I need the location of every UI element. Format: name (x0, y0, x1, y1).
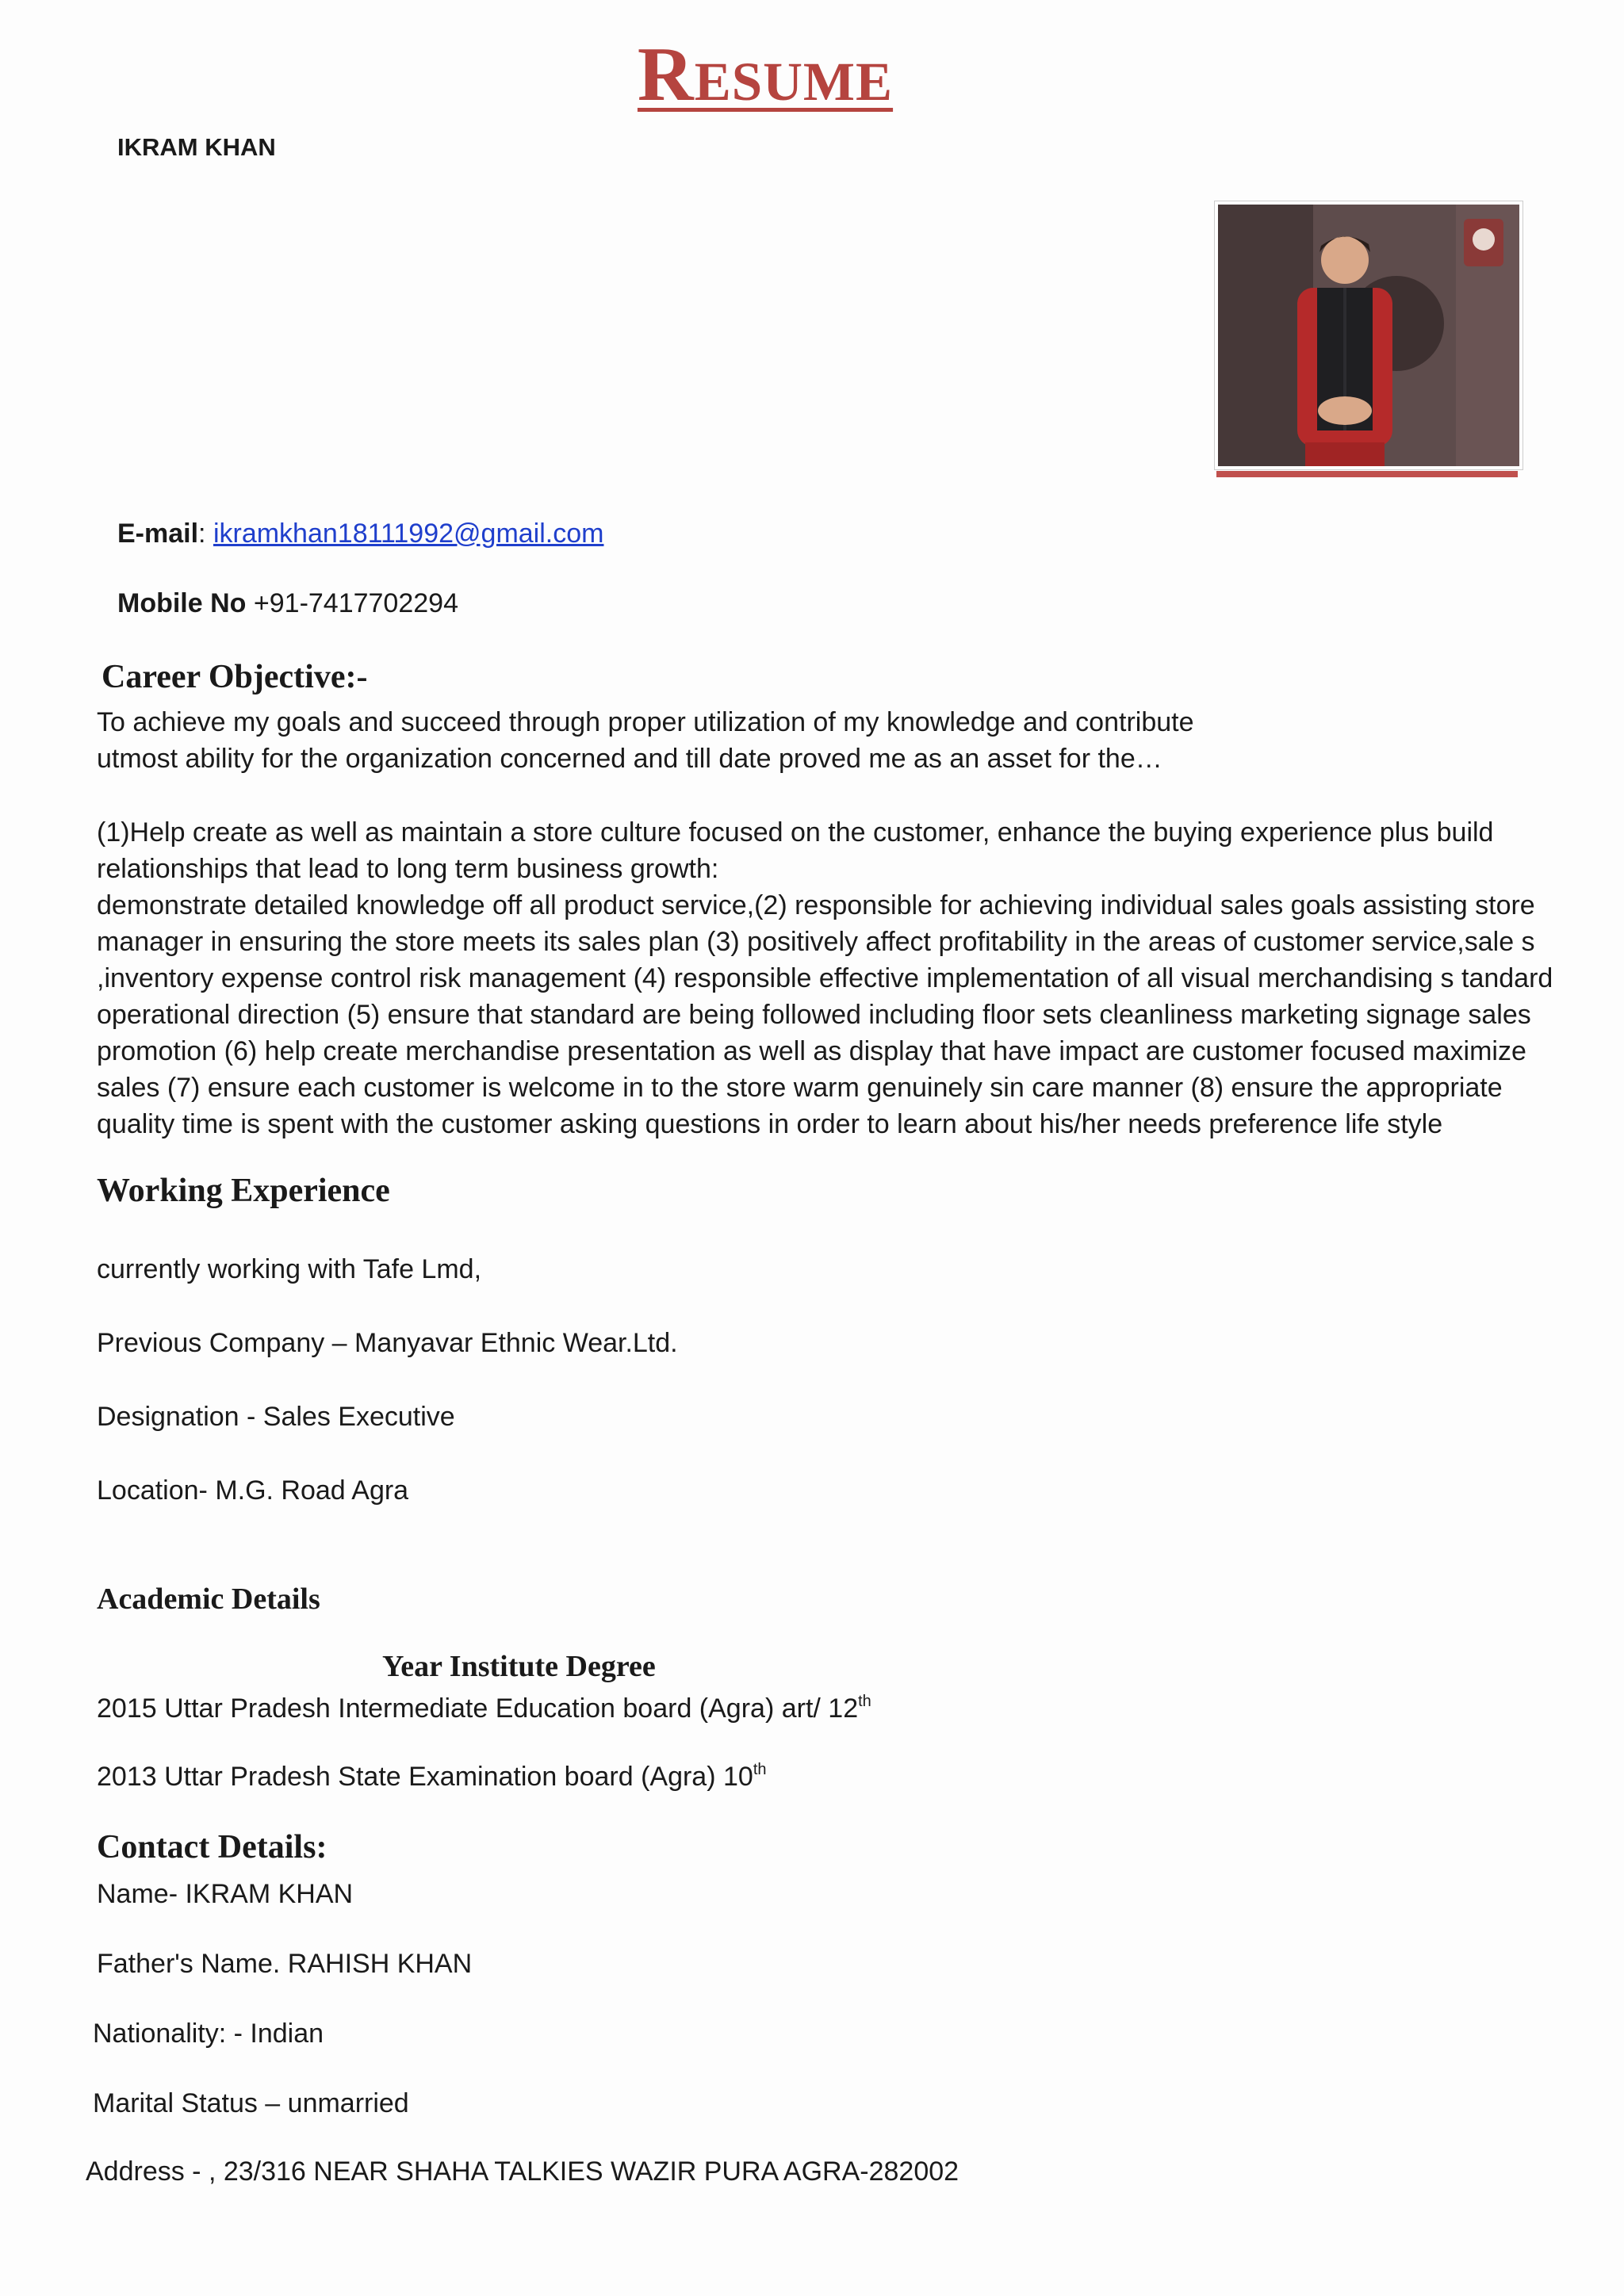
experience-line-previous: Previous Company – Manyavar Ethnic Wear.Ltd. (97, 1328, 678, 1358)
academic-details-heading: Academic Details (97, 1582, 320, 1616)
duty-line: demonstrate detailed knowledge off all product service,(2) responsible for achieving individual sales goals assisting store (97, 890, 1535, 920)
academic-row-sup: th (858, 1693, 871, 1710)
email-label: E-mail (117, 519, 199, 549)
duty-line: promotion (6) help create merchandise presentation as well as display that have impact are customer focused maximize (97, 1036, 1526, 1066)
career-duties (97, 814, 1603, 1142)
duty-line: sales (7) ensure each customer is welcome in to the store warm genuinely sin care manner (8) ensure the appropriate (97, 1073, 1503, 1103)
career-objective-heading: Career Objective:- (102, 659, 368, 695)
working-experience-heading: Working Experience (97, 1173, 390, 1209)
experience-line-location: Location- M.G. Road Agra (97, 1475, 409, 1506)
duty-line: relationships that lead to long term business growth: (97, 854, 719, 884)
academic-row (97, 1762, 767, 1793)
contact-details-heading: Contact Details: (97, 1829, 327, 1866)
contact-marital-status: Marital Status – unmarried (93, 2088, 409, 2118)
duty-line: operational direction (5) ensure that standard are being followed including floor sets cleanliness marketing signage sales (97, 1000, 1531, 1030)
contact-nationality: Nationality: - Indian (93, 2019, 324, 2049)
duty-line: (1)Help create as well as maintain a store culture focused on the customer, enhance the buying experience plus build (97, 817, 1494, 848)
academic-row-sup: th (753, 1761, 767, 1778)
resume-title: Resume (637, 32, 894, 117)
contact-name: Name- IKRAM KHAN (97, 1879, 354, 1909)
contact-address: Address - , 23/316 NEAR SHAHA TALKIES WAZIR PURA AGRA-282002 (86, 2156, 959, 2187)
experience-line-designation: Designation - Sales Executive (97, 1402, 455, 1432)
academic-row (97, 1693, 871, 1724)
career-intro-line: To achieve my goals and succeed through proper utilization of my knowledge and contribute (97, 707, 1194, 737)
duty-line: quality time is spent with the customer asking questions in order to learn about his/her needs preference life style (97, 1109, 1443, 1139)
experience-line-current: currently working with Tafe Lmd, (97, 1254, 482, 1284)
duty-line: manager in ensuring the store meets its sales plan (3) positively affect profitability in the areas of customer service,sale s (97, 927, 1535, 957)
academic-row-text: 2013 Uttar Pradesh State Examination board (Agra) 10 (97, 1762, 753, 1792)
mobile-row (117, 588, 458, 619)
email-separator: : (198, 519, 206, 549)
career-intro-line: utmost ability for the organization concerned and till date proved me as an asset for the… (97, 744, 1162, 774)
mobile-number: +91-7417702294 (253, 588, 458, 618)
mobile-label: Mobile No (117, 588, 247, 618)
email-row (117, 519, 603, 549)
photo-accent-bar (1216, 471, 1518, 477)
duty-line: ,inventory expense control risk management (4) responsible effective implementation of all visual merchandising s tandard (97, 963, 1553, 993)
contact-father-name: Father's Name. RAHISH KHAN (97, 1949, 473, 1979)
profile-photo (1215, 201, 1522, 469)
career-intro (97, 704, 1603, 777)
academic-row-text: 2015 Uttar Pradesh Intermediate Education board (Agra) art/ 12 (97, 1693, 859, 1724)
email-link[interactable]: ikramkhan18111992@gmail.com (213, 519, 604, 549)
academic-table-header: Year Institute Degree (382, 1650, 656, 1683)
candidate-name: IKRAM KHAN (117, 133, 276, 161)
profile-photo-image (1218, 205, 1519, 466)
